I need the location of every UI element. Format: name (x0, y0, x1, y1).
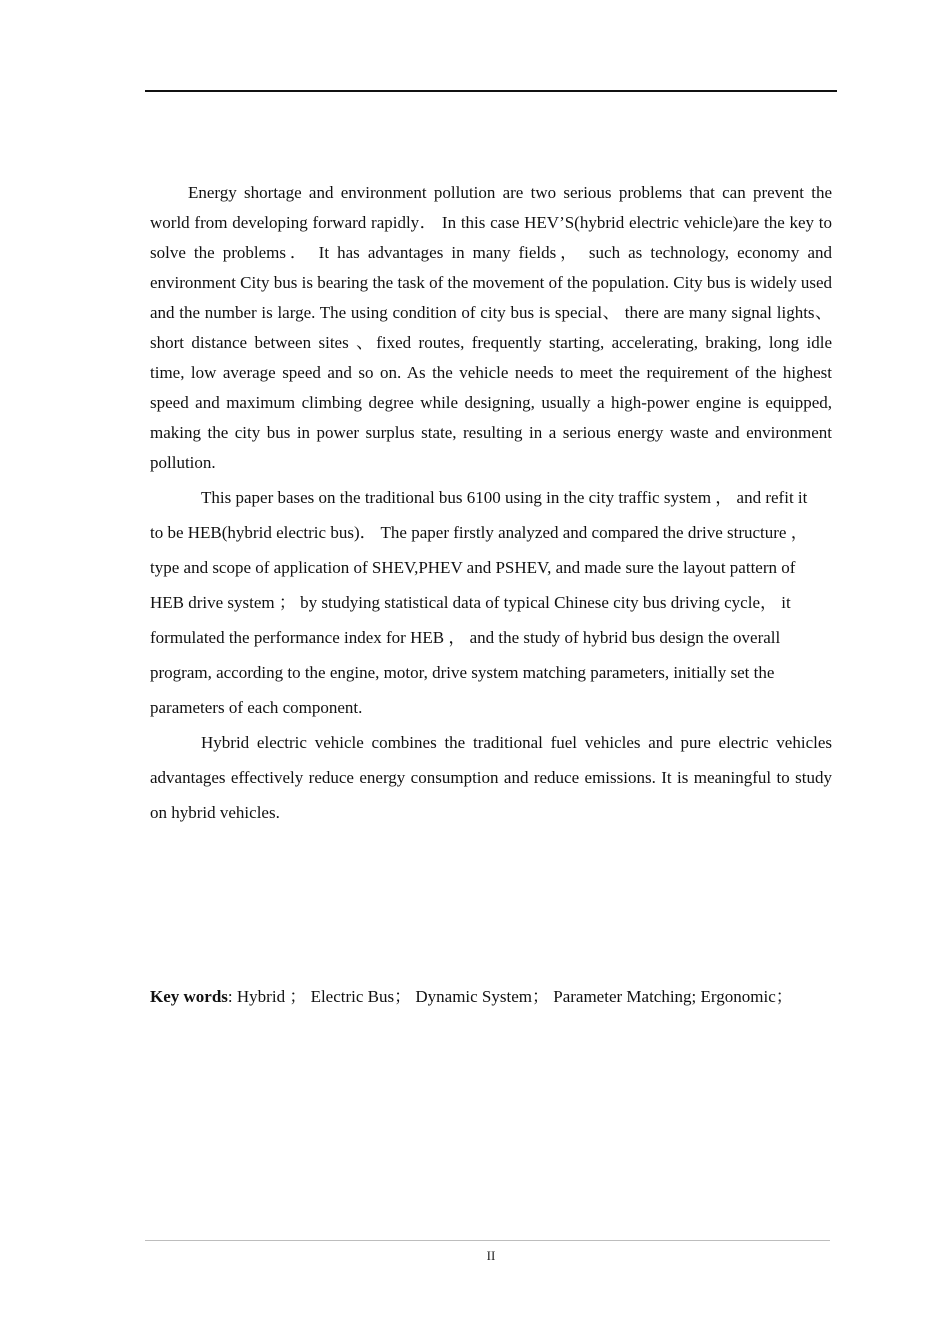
abstract-paragraph-3: Hybrid electric vehicle combines the traditional fuel vehicles and pure electric vehicles advantages effectively reduce energy consumption and reduce emissions. It is meaningful to study on hybrid vehicles. (150, 733, 832, 822)
keywords-label: Key words (150, 987, 228, 1006)
footer-rule (145, 1240, 830, 1241)
keywords-line (150, 982, 832, 1012)
keywords-separator: : (227, 987, 237, 1006)
header-rule (145, 90, 837, 92)
abstract-body (150, 178, 832, 830)
abstract-paragraph-2: This paper bases on the traditional bus 6100 using in the city traffic system ， and refit it to be HEB(hybrid electric bus)． The paper firstly analyzed and compared the drive structure ， type and scope of application of SHEV,PHEV and PSHEV, and made sure the layout pattern of HEB drive system ； by studying statistical data of typical Chinese city bus driving cycle， it formulated the performance index for HEB ， and the study of hybrid bus design the overall program, according to the engine, motor, drive system matching parameters, initially set the parameters of each component. (150, 488, 808, 717)
abstract-paragraph-1: Energy shortage and environment pollution are two serious problems that can prevent the world from developing forward rapidly． In this case HEV’S(hybrid electric vehicle)are the key to solve the problems． It has advantages in many fields， such as technology, economy and environment City bus is bearing the task of the movement of the population. City bus is widely used and the number is large. The using condition of city bus is special、 there are many signal lights、 short distance between sites 、fixed routes, frequently starting, accelerating, braking, long idle time, low average speed and so on. As the vehicle needs to meet the requirement of the highest speed and maximum climbing degree while designing, usually a high-power engine is equipped, making the city bus in power surplus state, resulting in a serious energy waste and environment pollution. (150, 183, 832, 472)
keywords-text: Hybrid ； Electric Bus； Dynamic System； Parameter Matching; Ergonomic； (236, 987, 793, 1006)
page-number: II (486, 1248, 496, 1263)
